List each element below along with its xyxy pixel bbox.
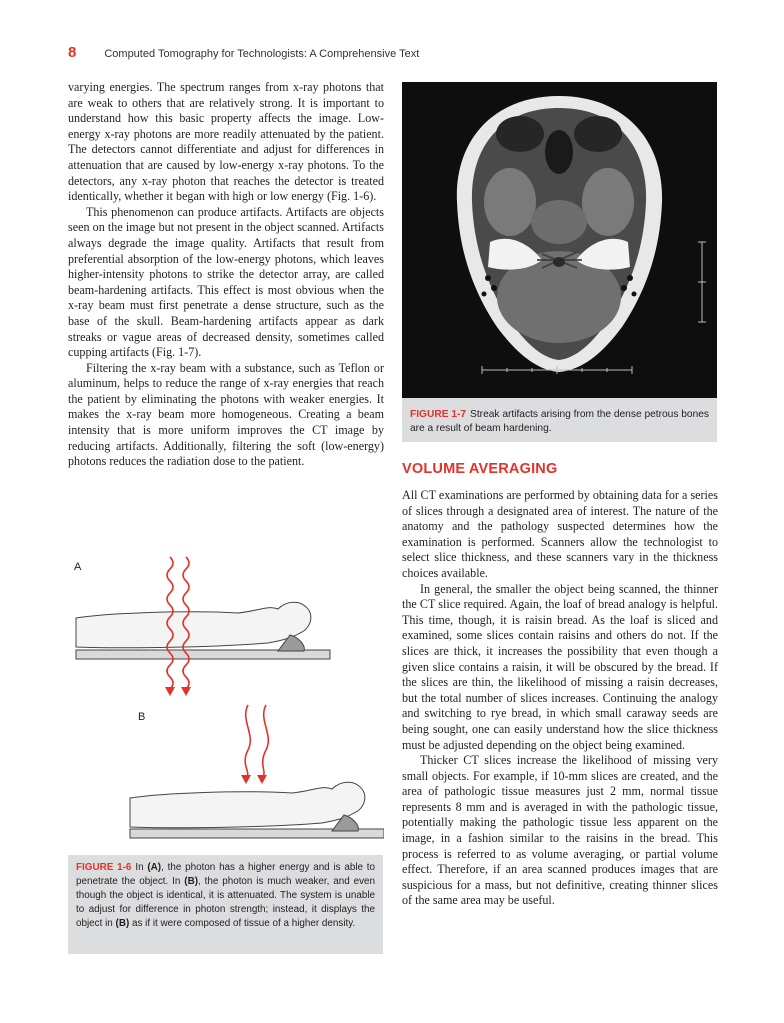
paragraph: This phenomenon can produce artifacts. Artifacts are objects seen on the image but not present in the object scanned. Artifacts always degrade the image quality. Artifacts that result from preferential absorption of the low-energy photons, which leaves higher-intensity photons to strike the detector array, are called beam-hardening artifacts. This effect is most obvious when the x-ray beam must first penetrate a dense structure, such as the base of the skull. Beam-hardening artifacts appear as dark streaks or vague areas of decreased density, sometimes called cupping artifacts (Fig. 1-7). [68,204,384,360]
caption-ref-b: (B) [115,918,130,929]
running-header [68,44,419,64]
left-column [68,80,384,470]
ct-skull-illustration [402,82,717,398]
caption-text-part: as if it were composed of tissue of a higher density. [129,918,356,929]
photon-penetration-diagram [68,555,384,860]
paragraph: Filtering the x-ray beam with a substance, such as Teflon or aluminum, helps to reduce the range of x-ray energies that reach the patient by eliminating the photons with weaker energies. It makes the x-ray beam more homogeneous. Creating a beam intensity that is more uniform improves the CT image by reducing artifacts. Additionally, filtering the soft (low-energy) photons reduces the radiation dose to the patient. [68,360,384,469]
figure-1-7-caption [402,398,717,442]
paragraph: All CT examinations are performed by obtaining data for a series of slices through a designated area of interest. The nature of the anatomy and the pathology suspected determines how the examination is performed. Scanners allow the technologist to select slice thickness, and these scanners vary in the thickness choices available. [402,488,718,580]
caption-ref-b: (B) [184,876,198,887]
caption-text-part: , the photon is much weaker, and even though the object is identical, it is attenuated. The system is unable to adjust for difference in photon strength; instead, it displays the object in [76,876,375,929]
right-column [402,488,718,909]
caption-text-part: , the photon has a higher energy and is able to penetrate the object. In [76,862,376,887]
paragraph: varying energies. The spectrum ranges from x-ray photons that are weak to others that are relatively strong. It is important to understand how this basic property affects the image. Low-energy x-ray photons are more readily attenuated by the patient. The detectors cannot differentiate and adjust for differences in attenuation that are caused by low-energy x-ray photons. To the detectors, any x-ray photon that reaches the detector is treated identically, whether it began with high or low energy (Fig. 1-6). [68,80,384,204]
panel-b-label: B [138,711,146,723]
caption-ref-a: (A) [147,862,162,873]
figure-label: FIGURE 1-7 [410,409,467,420]
page-number: 8 [68,44,77,61]
caption-text-part: In [135,862,148,873]
section-title: VOLUME AVERAGING [402,461,558,477]
figure-label: FIGURE 1-6 [76,862,132,873]
caption-text: Streak artifacts arising from the dense petrous bones are a result of beam hardening. [410,409,710,434]
paragraph: Thicker CT slices increase the likelihood of missing very small objects. For example, if 10-mm slices are created, and the area of pathologic tissue measures just 2 mm, normal tissue represents 8 mm and is averaged in with the pathologic tissue, potentially making the pathologic tissue less apparent on the image, in a fashion similar to the raisins in the bread. This process is referred to as volume averaging, or partial volume effect. Therefore, if an area scanned produces images that are suspicious for a mass, but not definitive, creating thinner slices of the same area may be useful. [402,753,718,908]
ct-scan-image [402,82,717,398]
panel-a-label: A [74,561,82,573]
book-title: Computed Tomography for Technologists: A Comprehensive Text [104,48,420,60]
figure-1-6-caption [68,855,383,954]
paragraph: In general, the smaller the object being scanned, the thinner the CT slice required. Again, the loaf of bread analogy is helpful. This time, though, it is raisin bread. As the loaf is sliced and examined, some slices contain raisins and others do not. If the slices are thick, it increases the possibility that even though a given slice contains a raisin, it will be obscured by the bread. If the slices are thin, the likelihood of missing a raisin decreases, but the total number of slices increases. Continuing the analogy and switching to rye bread, in which small caraway seeds are being sought, one can easily understand how the slice thickness must be adjusted depending on the object being examined. [402,581,718,752]
figure-1-6-illustration [68,555,384,860]
